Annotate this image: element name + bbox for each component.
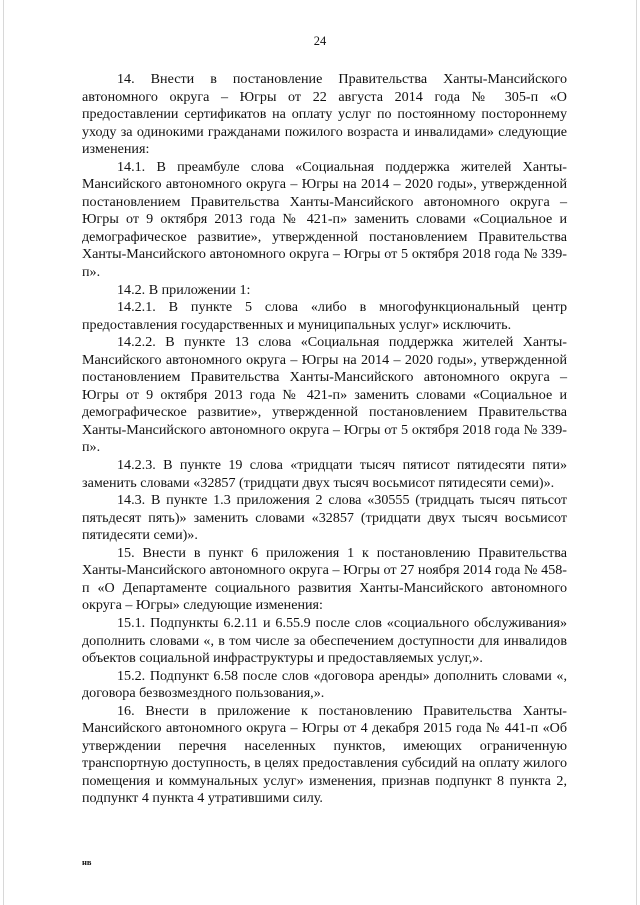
document-body — [82, 71, 567, 808]
page-edge-left — [3, 0, 4, 905]
paragraph-14-1: 14.1. В преамбуле слова «Социальная поддержка жителей Ханты-Мансийского автономного округа – Югры на 2014 – 2020 годы», утвержденной постановлением Правительства Ханты-Мансийского автономного округа – Югры от 9 октября 2013 года № 421-п» заменить словами «Социальное и демографическое развитие», утвержденной постановлением Правительства Ханты-Мансийского автономного округа – Югры от 5 октября 2018 года № 339-п». — [82, 158, 567, 281]
paragraph-16: 16. Внести в приложение к постановлению Правительства Ханты-Мансийского автономного округа – Югры от 4 декабря 2015 года № 441-п «Об утверждении перечня населенных пунктов, имеющих ограниченную транспортную доступность, в целях предоставления субсидий на оплату жилого помещения и коммунальных услуг» изменения, признав подпункт 8 пункта 2, подпункт 4 пункта 4 утратившими силу. — [82, 702, 567, 807]
paragraph-14-2: 14.2. В приложении 1: — [117, 281, 251, 298]
page-number: 24 — [313, 34, 327, 48]
paragraph-15-2: 15.2. Подпункт 6.58 после слов «договора аренды» дополнить словами «, договора безвозмездного пользования,». — [82, 667, 567, 702]
paragraph-14-2-2: 14.2.2. В пункте 13 слова «Социальная поддержка жителей Ханты-Мансийского автономного округа – Югры на 2014 – 2020 годы», утвержденной постановлением Правительства Ханты-Мансийского автономного округа – Югры от 9 октября 2013 года № 421-п» заменить словами «Социальное и демографическое развитие», утвержденной постановлением Правительства Ханты-Мансийского автономного округа – Югры от 5 октября 2018 года № 339-п». — [82, 334, 567, 456]
paragraph-14-3: 14.3. В пункте 1.3 приложения 2 слова «30555 (тридцать тысяч пятьсот пятьдесят пять)» заменить словами «32857 (тридцати двух тысяч восьмисот пятидесяти семи)». — [82, 492, 567, 544]
paragraph-14: 14. Внести в постановление Правительства Ханты-Мансийского автономного округа – Югры от 22 августа 2014 года № 305-п «О предоставлении сертификатов на оплату услуг по постоянному постороннему уходу за одинокими гражданами пожилого возраста и инвалидами» следующие изменения: — [82, 71, 567, 158]
paragraph-15-1: 15.1. Подпункты 6.2.11 и 6.55.9 после слов «социального обслуживания» дополнить словами «, в том числе за обеспечением доступности для инвалидов объектов социальной инфраструктуры и предоставляемых услуг,». — [82, 614, 567, 667]
paragraph-14-2-3: 14.2.3. В пункте 19 слова «тридцати тысяч пятисот пятидесяти пяти» заменить словами «32857 (тридцати двух тысяч восьмисот пятидесяти семи)». — [82, 457, 567, 491]
paragraph-14-2-1: 14.2.1. В пункте 5 слова «либо в многофункциональный центр предоставления государственных и муниципальных услуг» исключить. — [82, 299, 567, 333]
paragraph-15: 15. Внести в пункт 6 приложения 1 к постановлению Правительства Ханты-Мансийского автономного округа – Югры от 27 ноября 2014 года № 458-п «О Департаменте социального развития Ханты-Мансийского автономного округа – Югры» следующие изменения: — [82, 544, 567, 614]
footer-mark: нв — [82, 857, 92, 867]
page-edge-right — [636, 0, 637, 905]
